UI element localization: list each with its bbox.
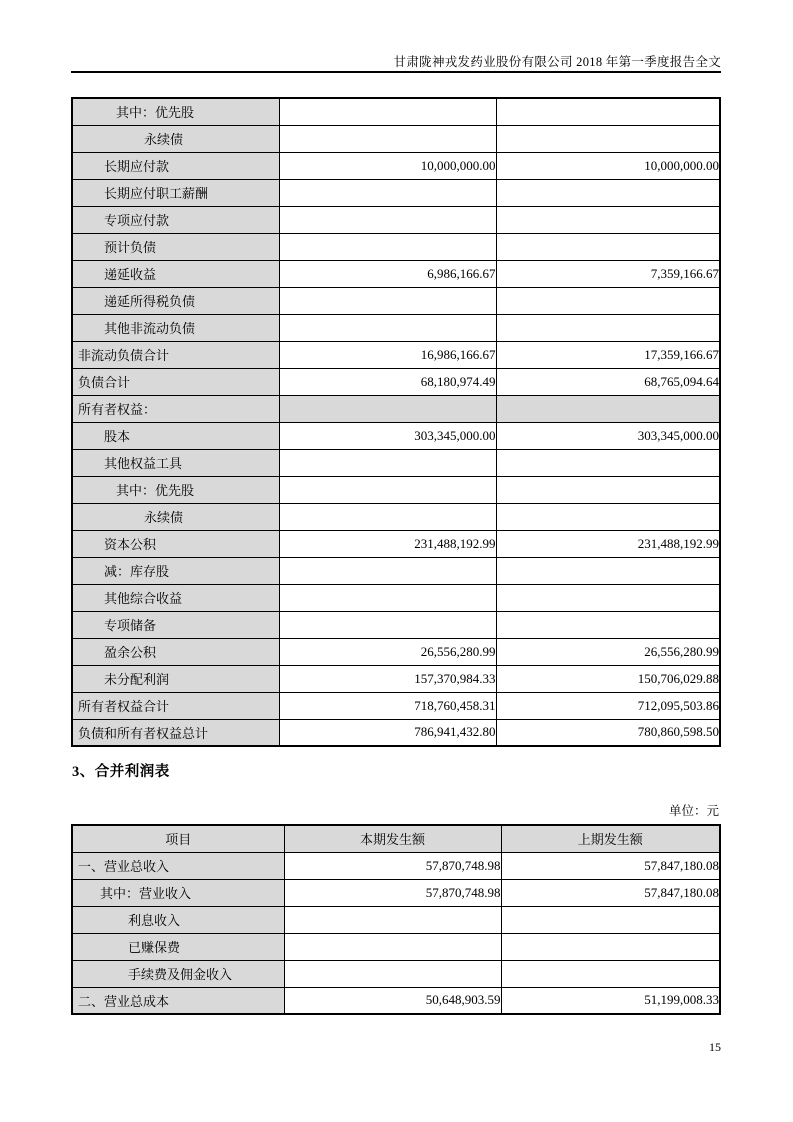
row-label: 递延所得税负债 — [72, 287, 279, 314]
row-label: 永续债 — [72, 503, 279, 530]
prior-period-value: 150,706,029.88 — [496, 665, 720, 692]
prior-period-value — [496, 125, 720, 152]
prior-period-value — [496, 611, 720, 638]
current-period-value — [279, 557, 496, 584]
prior-period-value: 68,765,094.64 — [496, 368, 720, 395]
row-label: 长期应付款 — [72, 152, 279, 179]
current-period-value — [279, 179, 496, 206]
row-label: 预计负债 — [72, 233, 279, 260]
prior-period-value — [501, 906, 720, 933]
table-row — [72, 987, 720, 1014]
table-row — [72, 341, 720, 368]
current-period-value: 68,180,974.49 — [279, 368, 496, 395]
prior-period-value — [496, 503, 720, 530]
prior-period-value — [496, 179, 720, 206]
row-label: 利息收入 — [72, 906, 284, 933]
prior-period-value — [496, 476, 720, 503]
prior-period-value: 51,199,008.33 — [501, 987, 720, 1014]
row-label: 一、营业总收入 — [72, 852, 284, 879]
row-label: 二、营业总成本 — [72, 987, 284, 1014]
table-row — [72, 906, 720, 933]
table-row — [72, 692, 720, 719]
table-row — [72, 287, 720, 314]
table-row — [72, 611, 720, 638]
prior-period-value — [496, 395, 720, 422]
current-period-value — [279, 314, 496, 341]
row-label: 其他综合收益 — [72, 584, 279, 611]
prior-period-value — [496, 287, 720, 314]
row-label: 专项储备 — [72, 611, 279, 638]
row-label: 其他非流动负债 — [72, 314, 279, 341]
prior-period-value — [501, 933, 720, 960]
table-row — [72, 503, 720, 530]
prior-period-value — [496, 584, 720, 611]
table-row — [72, 476, 720, 503]
header-rule — [71, 71, 721, 73]
prior-period-value — [496, 449, 720, 476]
current-period-value: 16,986,166.67 — [279, 341, 496, 368]
table-row — [72, 638, 720, 665]
current-period-value — [279, 611, 496, 638]
row-label: 所有者权益合计 — [72, 692, 279, 719]
current-period-value — [279, 98, 496, 125]
row-label: 递延收益 — [72, 260, 279, 287]
prior-period-value — [496, 233, 720, 260]
table-row — [72, 852, 720, 879]
current-period-value: 57,870,748.98 — [284, 879, 501, 906]
row-label: 非流动负债合计 — [72, 341, 279, 368]
table-row — [72, 449, 720, 476]
table-row — [72, 314, 720, 341]
row-label: 减：库存股 — [72, 557, 279, 584]
row-label: 专项应付款 — [72, 206, 279, 233]
row-label: 其中：营业收入 — [72, 879, 284, 906]
current-period-value — [279, 287, 496, 314]
row-label: 负债和所有者权益总计 — [72, 719, 279, 746]
row-label: 手续费及佣金收入 — [72, 960, 284, 987]
prior-period-value: 780,860,598.50 — [496, 719, 720, 746]
current-period-value — [284, 906, 501, 933]
row-label: 其中：优先股 — [72, 98, 279, 125]
table-row — [72, 665, 720, 692]
prior-period-value: 303,345,000.00 — [496, 422, 720, 449]
current-period-value — [284, 960, 501, 987]
table-row — [72, 260, 720, 287]
current-period-value: 26,556,280.99 — [279, 638, 496, 665]
table-row — [72, 125, 720, 152]
table-row — [72, 179, 720, 206]
row-label: 永续债 — [72, 125, 279, 152]
table-row — [72, 152, 720, 179]
unit-label: 单位：元 — [668, 804, 719, 818]
row-label: 未分配利润 — [72, 665, 279, 692]
prior-period-value — [496, 98, 720, 125]
row-label: 所有者权益： — [72, 395, 279, 422]
current-period-value: 718,760,458.31 — [279, 692, 496, 719]
table-row — [72, 98, 720, 125]
current-period-value — [279, 233, 496, 260]
prior-period-value: 26,556,280.99 — [496, 638, 720, 665]
row-label: 长期应付职工薪酬 — [72, 179, 279, 206]
row-label: 其他权益工具 — [72, 449, 279, 476]
report-header-title: 甘肃陇神戎发药业股份有限公司 2018 年第一季度报告全文 — [393, 55, 721, 69]
current-period-value — [279, 449, 496, 476]
current-period-value: 57,870,748.98 — [284, 852, 501, 879]
section-heading-income-statement: 3、合并利润表 — [72, 764, 170, 780]
current-period-value — [279, 125, 496, 152]
current-period-value — [279, 476, 496, 503]
column-header-prior-period: 上期发生额 — [501, 825, 720, 852]
column-header-current-period: 本期发生额 — [284, 825, 501, 852]
income-statement-table — [71, 824, 721, 1015]
current-period-value — [279, 206, 496, 233]
row-label: 资本公积 — [72, 530, 279, 557]
current-period-value: 50,648,903.59 — [284, 987, 501, 1014]
current-period-value — [279, 584, 496, 611]
table-row — [72, 960, 720, 987]
table-row — [72, 206, 720, 233]
current-period-value: 157,370,984.33 — [279, 665, 496, 692]
table-row — [72, 879, 720, 906]
row-label: 盈余公积 — [72, 638, 279, 665]
prior-period-value — [501, 960, 720, 987]
table-row — [72, 584, 720, 611]
table-row — [72, 422, 720, 449]
table-row — [72, 233, 720, 260]
prior-period-value: 57,847,180.08 — [501, 879, 720, 906]
current-period-value — [279, 503, 496, 530]
prior-period-value: 17,359,166.67 — [496, 341, 720, 368]
table-row — [72, 395, 720, 422]
table-row — [72, 368, 720, 395]
balance-sheet-table — [71, 97, 721, 747]
current-period-value: 303,345,000.00 — [279, 422, 496, 449]
table-header-row — [72, 825, 720, 852]
page-number: 15 — [709, 1040, 721, 1054]
table-row — [72, 933, 720, 960]
row-label: 其中：优先股 — [72, 476, 279, 503]
prior-period-value: 231,488,192.99 — [496, 530, 720, 557]
current-period-value: 6,986,166.67 — [279, 260, 496, 287]
prior-period-value: 712,095,503.86 — [496, 692, 720, 719]
prior-period-value: 10,000,000.00 — [496, 152, 720, 179]
column-header-item: 项目 — [72, 825, 284, 852]
current-period-value: 786,941,432.80 — [279, 719, 496, 746]
current-period-value: 231,488,192.99 — [279, 530, 496, 557]
prior-period-value — [496, 206, 720, 233]
prior-period-value — [496, 557, 720, 584]
current-period-value — [284, 933, 501, 960]
prior-period-value: 57,847,180.08 — [501, 852, 720, 879]
prior-period-value — [496, 314, 720, 341]
row-label: 负债合计 — [72, 368, 279, 395]
current-period-value: 10,000,000.00 — [279, 152, 496, 179]
row-label: 股本 — [72, 422, 279, 449]
table-row — [72, 557, 720, 584]
prior-period-value: 7,359,166.67 — [496, 260, 720, 287]
current-period-value — [279, 395, 496, 422]
table-row — [72, 530, 720, 557]
table-row — [72, 719, 720, 746]
row-label: 已赚保费 — [72, 933, 284, 960]
